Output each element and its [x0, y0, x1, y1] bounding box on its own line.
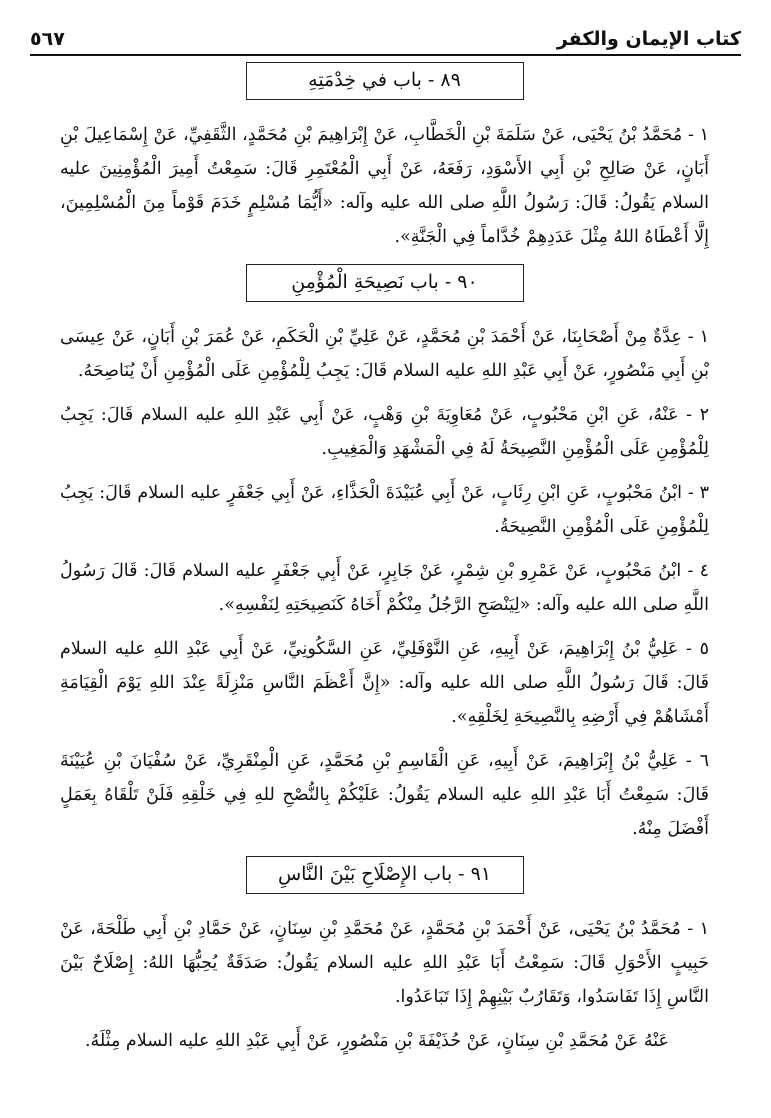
hadith-paragraph: ٤ - ابْنُ مَحْبُوبٍ، عَنْ عَمْرِو بْنِ شِمْرٍ، عَنْ جَابِرٍ، عَنْ أَبِي جَعْفَرٍ عليه السلام قَالَ: قَالَ رَسُولُ اللَّهِ صلى الله عليه وآله: «لِيَنْصَحِ الرَّجُلُ مِنْكُمْ أَخَاهُ كَنَصِيحَتِهِ لِنَفْسِهِ».: [60, 561, 709, 615]
hadith-paragraph: ١ - مُحَمَّدُ بْنُ يَحْيَى، عَنْ أَحْمَدَ بْنِ مُحَمَّدٍ، عَنْ مُحَمَّدِ بْنِ سِنَانٍ، عَنْ حَمَّادِ بْنِ أَبِي طَلْحَةَ، عَنْ حَبِيبٍ الأَحْوَلِ قَالَ: سَمِعْتُ أَبَا عَبْدِ اللهِ عليه السلام يَقُولُ: صَدَقَةٌ يُحِبُّهَا اللهُ: إِصْلَاحٌ بَيْنَ النَّاسِ إِذَا تَفَاسَدُوا، وَتَقَارُبٌ بَيْنِهِمْ إِذَا تَبَاعَدُوا.: [60, 919, 709, 1007]
running-header: [30, 20, 741, 56]
page-content: [60, 62, 709, 1068]
hadith-paragraph: ١ - عِدَّةٌ مِنْ أَصْحَابِنَا، عَنْ أَحْمَدَ بْنِ مُحَمَّدٍ، عَنْ عَلِيِّ بْنِ الْحَكَمِ، عَنْ عُمَرَ بْنِ أَبَانٍ، عَنْ عِيسَى بْنِ أَبِي مَنْصُورٍ، عَنْ أَبِي عَبْدِ اللهِ عليه السلام قَالَ: يَجِبُ لِلْمُؤْمِنِ عَلَى الْمُؤْمِنِ أَنْ يُنَاصِحَهُ.: [60, 327, 709, 381]
book-title: كتاب الإيمان والكفر: [556, 28, 741, 50]
page-number: ٥٦٧: [30, 28, 65, 50]
hadith-paragraph: ٣ - ابْنُ مَحْبُوبٍ، عَنِ ابْنِ رِئَابٍ، عَنْ أَبِي عُبَيْدَةَ الْحَذَّاءِ، عَنْ أَبِي جَعْفَرٍ عليه السلام قَالَ: يَجِبُ لِلْمُؤْمِنِ عَلَى الْمُؤْمِنِ النَّصِيحَةُ.: [60, 483, 709, 537]
hadith-paragraph: ٢ - عَنْهُ، عَنِ ابْنِ مَحْبُوبٍ، عَنْ مُعَاوِيَةَ بْنِ وَهْبٍ، عَنْ أَبِي عَبْدِ اللهِ عليه السلام قَالَ: يَجِبُ لِلْمُؤْمِنِ عَلَى الْمُؤْمِنِ النَّصِيحَةُ لَهُ فِي الْمَشْهَدِ وَالْمَغِيبِ.: [60, 405, 709, 459]
hadith-paragraph: ٥ - عَلِيُّ بْنُ إِبْرَاهِيمَ، عَنْ أَبِيهِ، عَنِ النَّوْفَلِيِّ، عَنِ السَّكُونِيِّ، عَنْ أَبِي عَبْدِ اللهِ عليه السلام قَالَ: قَالَ رَسُولُ اللَّهِ صلى الله عليه وآله: «إِنَّ أَعْظَمَ النَّاسِ مَنْزِلَةً عِنْدَ اللهِ يَوْمَ الْقِيَامَةِ أَمْشَاهُمْ فِي أَرْضِهِ بِالنَّصِيحَةِ لِخَلْقِهِ».: [60, 639, 709, 727]
hadith-closing: عَنْهُ عَنْ مُحَمَّدِ بْنِ سِنَانٍ، عَنْ حُذَيْفَةَ بْنِ مَنْصُورٍ، عَنْ أَبِي عَبْدِ اللهِ عليه السلام مِثْلَهُ.: [84, 1031, 669, 1051]
chapter-heading: ٨٩ - باب في خِدْمَتِهِ: [246, 62, 524, 100]
hadith-paragraph: ١ - مُحَمَّدُ بْنُ يَحْيَى، عَنْ سَلَمَةَ بْنِ الْخَطَّابِ، عَنْ إِبْرَاهِيمَ بْنِ مُحَمَّدٍ، الثَّقَفِيِّ، عَنْ إِسْمَاعِيلَ بْنِ أَبَانٍ، عَنْ صَالِحِ بْنِ أَبِي الأَسْوَدِ، رَفَعَهُ، عَنْ أَبِي الْمُعْتَمِرِ قَالَ: سَمِعْتُ أَمِيرَ الْمُؤْمِنِينَ عليه السلام يَقُولُ: قَالَ: رَسُولُ اللَّهِ صلى الله عليه وآله: «أَيُّمَا مُسْلِمٍ خَدَمَ قَوْماً مِنَ الْمُسْلِمِينَ، إِلَّا أَعْطَاهُ اللهُ مِثْلَ عَدَدِهِمْ خُدَّاماً فِي الْجَنَّةِ».: [60, 125, 709, 247]
chapter-heading: ٩٠ - باب نَصِيحَةِ الْمُؤْمِنِ: [246, 264, 524, 302]
chapter-heading: ٩١ - باب الإِصْلَاحِ بَيْنَ النَّاسِ: [246, 856, 524, 894]
hadith-paragraph: ٦ - عَلِيُّ بْنُ إِبْرَاهِيمَ، عَنْ أَبِيهِ، عَنِ الْقَاسِمِ بْنِ مُحَمَّدٍ، عَنِ الْمِنْقَرِيِّ، عَنْ سُفْيَانَ بْنِ عُيَيْنَةَ قَالَ: سَمِعْتُ أَبَا عَبْدِ اللهِ عليه السلام يَقُولُ: عَلَيْكُمْ بِالنُّصْحِ للهِ فِي خَلْقِهِ فَلَنْ تَلْقَاهُ بِعَمَلٍ أَفْضَلَ مِنْهُ.: [60, 751, 709, 839]
